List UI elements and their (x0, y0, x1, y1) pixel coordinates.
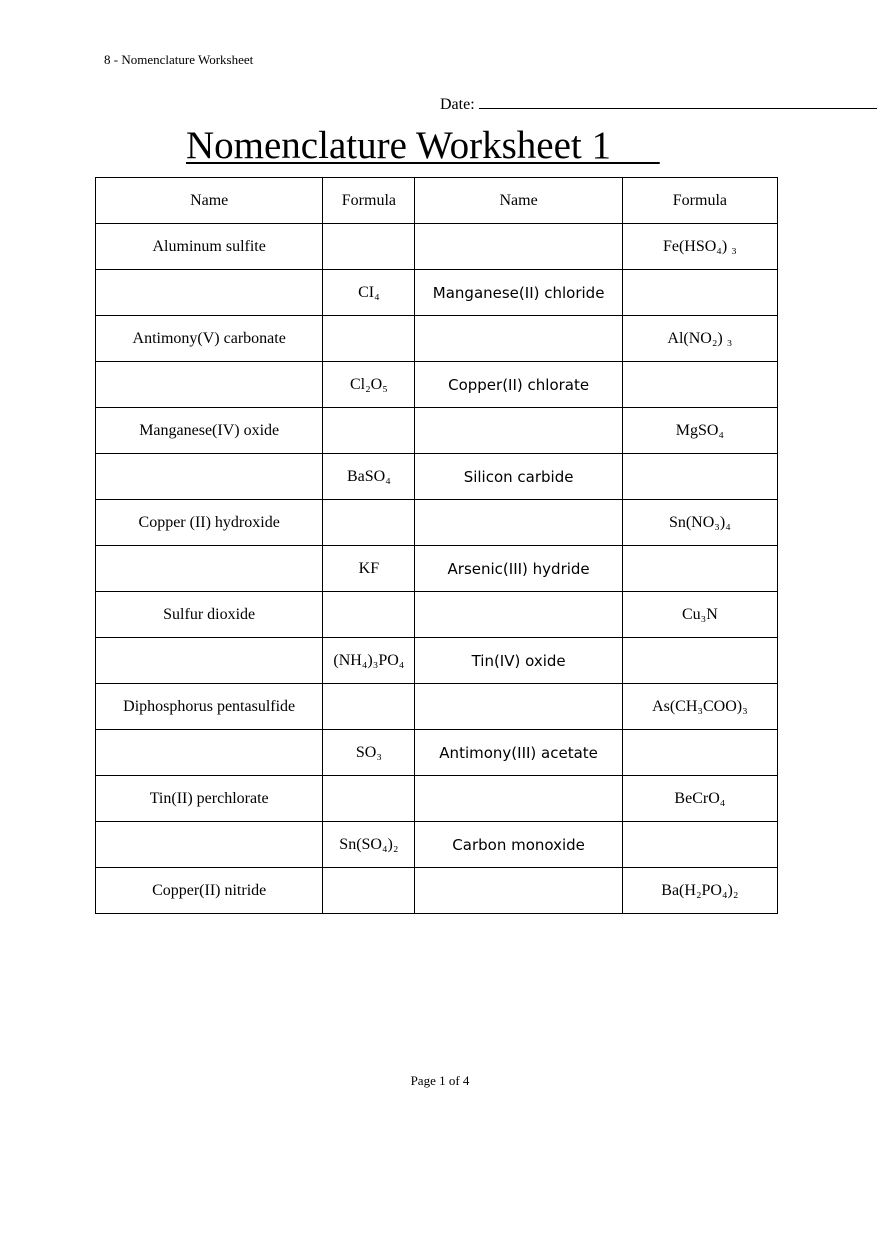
table-cell: SO₃ (323, 730, 415, 776)
table-cell: Sulfur dioxide (96, 592, 323, 638)
table-header-row (96, 178, 778, 224)
table-cell (415, 224, 622, 270)
table-cell: Copper(II) nitride (96, 868, 323, 914)
table-cell: Antimony(V) carbonate (96, 316, 323, 362)
page-title: Nomenclature Worksheet 1 (186, 124, 660, 167)
table-cell (323, 868, 415, 914)
date-label: Date: (440, 96, 475, 113)
table-cell (622, 546, 777, 592)
table-cell: Sn(NO₃)₄ (622, 500, 777, 546)
table-cell (323, 776, 415, 822)
table-cell: (NH₄)₃PO₄ (323, 638, 415, 684)
table-cell (622, 362, 777, 408)
table-cell: MgSO₄ (622, 408, 777, 454)
table-row (96, 638, 778, 684)
table-cell: Cl₂O₅ (323, 362, 415, 408)
table-cell: Carbon monoxide (415, 822, 622, 868)
table-cell: Silicon carbide (415, 454, 622, 500)
table-cell (323, 684, 415, 730)
table-cell (96, 270, 323, 316)
table-cell: Tin(IV) oxide (415, 638, 622, 684)
table-cell: Sn(SO₄)₂ (323, 822, 415, 868)
table-cell: Diphosphorus pentasulfide (96, 684, 323, 730)
table-cell (96, 362, 323, 408)
table-cell: Aluminum sulfite (96, 224, 323, 270)
table-cell (622, 730, 777, 776)
table-row (96, 822, 778, 868)
table-cell: Copper (II) hydroxide (96, 500, 323, 546)
table-cell (96, 822, 323, 868)
table-cell (96, 454, 323, 500)
table-row (96, 684, 778, 730)
table-cell: Copper(II) chlorate (415, 362, 622, 408)
header-name-2: Name (415, 178, 622, 224)
table-cell (323, 316, 415, 362)
table-row (96, 408, 778, 454)
table-row (96, 500, 778, 546)
table-row (96, 270, 778, 316)
header-formula-1: Formula (323, 178, 415, 224)
table-cell (415, 776, 622, 822)
table-cell (622, 454, 777, 500)
table-cell: Tin(II) perchlorate (96, 776, 323, 822)
table-cell (96, 638, 323, 684)
table-cell (415, 592, 622, 638)
date-blank-line (479, 94, 877, 109)
header-formula-2: Formula (622, 178, 777, 224)
table-cell (622, 638, 777, 684)
table-cell: Cu₃N (622, 592, 777, 638)
table-row (96, 730, 778, 776)
table-row (96, 868, 778, 914)
table-cell (96, 730, 323, 776)
table-cell: As(CH₃COO)₃ (622, 684, 777, 730)
table-row (96, 592, 778, 638)
nomenclature-table (95, 177, 778, 914)
table-cell: Al(NO₂) ₃ (622, 316, 777, 362)
table-row (96, 362, 778, 408)
table-cell: BaSO₄ (323, 454, 415, 500)
table-row (96, 776, 778, 822)
table-cell (96, 546, 323, 592)
table-cell (622, 270, 777, 316)
table-cell (415, 408, 622, 454)
date-field (440, 94, 877, 114)
table-cell: Manganese(II) chloride (415, 270, 622, 316)
table-cell: Ba(H₂PO₄)₂ (622, 868, 777, 914)
table-cell: BeCrO₄ (622, 776, 777, 822)
table-cell (415, 868, 622, 914)
table-cell (415, 684, 622, 730)
table-row (96, 316, 778, 362)
table-cell (415, 500, 622, 546)
table-cell: Fe(HSO₄) ₃ (622, 224, 777, 270)
table-cell (323, 224, 415, 270)
document-label: 8 - Nomenclature Worksheet (104, 52, 254, 67)
table-row (96, 546, 778, 592)
table-cell: Arsenic(III) hydride (415, 546, 622, 592)
table-cell: KF (323, 546, 415, 592)
table-cell: Manganese(IV) oxide (96, 408, 323, 454)
page-number: Page 1 of 4 (410, 1073, 470, 1088)
table-cell (323, 408, 415, 454)
table-row (96, 454, 778, 500)
table-cell (323, 500, 415, 546)
table-cell (323, 592, 415, 638)
table-cell: Antimony(III) acetate (415, 730, 622, 776)
table-cell: CI₄ (323, 270, 415, 316)
header-name-1: Name (96, 178, 323, 224)
table-cell (622, 822, 777, 868)
table-cell (415, 316, 622, 362)
table-row (96, 224, 778, 270)
